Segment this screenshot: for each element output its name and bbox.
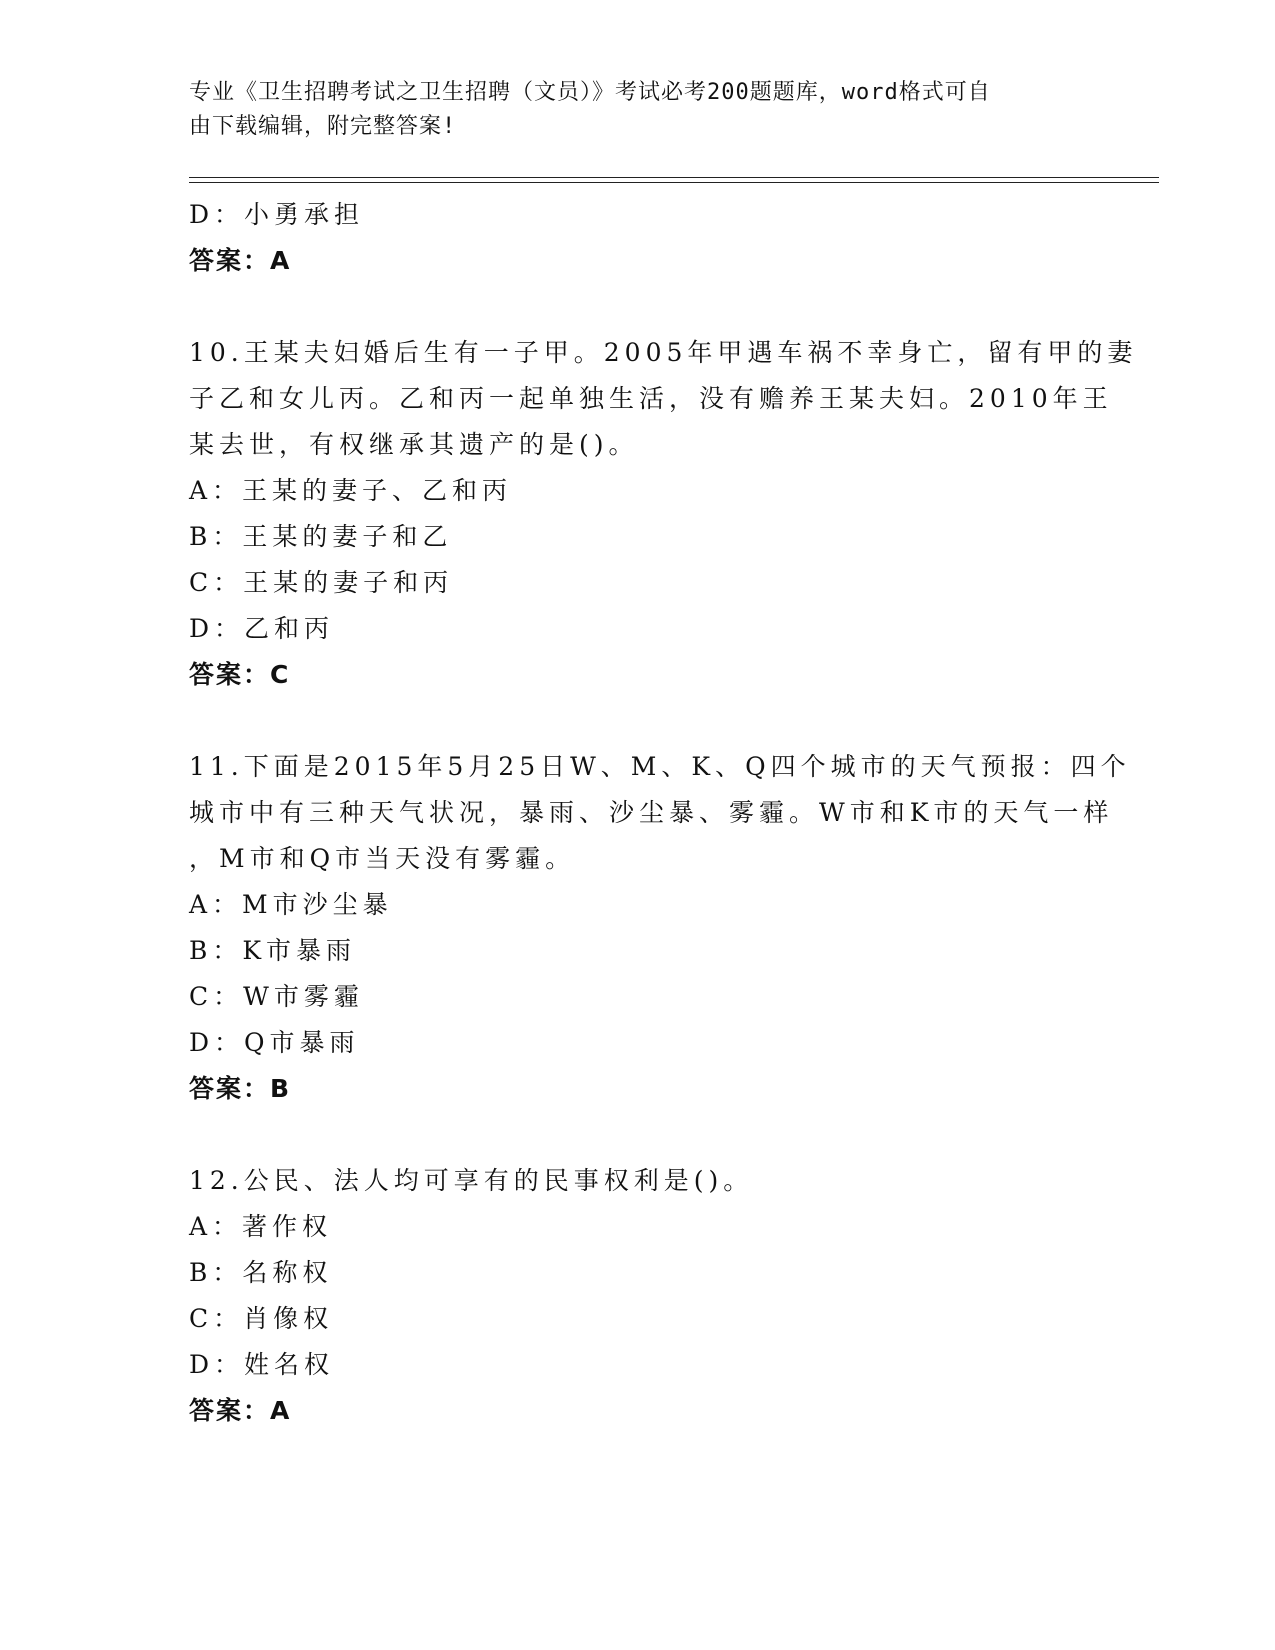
option-a: A：M市沙尘暴 <box>189 890 393 919</box>
option-c: C：肖像权 <box>189 1304 334 1333</box>
question-text-line: 某去世，有权继承其遗产的是()。 <box>189 430 639 459</box>
question-text-line: 12.公民、法人均可享有的民事权利是()。 <box>189 1166 754 1195</box>
document-header <box>189 76 1069 144</box>
option-a: A：著作权 <box>189 1212 333 1241</box>
question-content <box>189 192 1138 1434</box>
question-text-line: 11.下面是2015年5月25日W、M、K、Q四个城市的天气预报：四个 <box>189 752 1131 781</box>
question-12 <box>189 1158 1089 1434</box>
option-b: B：K市暴雨 <box>189 936 357 965</box>
header-divider-top <box>189 177 1159 178</box>
header-line-2: 由下载编辑，附完整答案! <box>189 114 457 139</box>
question-text-line: 城市中有三种天气状况，暴雨、沙尘暴、雾霾。W市和K市的天气一样 <box>189 798 1114 827</box>
option-b: B：王某的妻子和乙 <box>189 522 453 551</box>
question-text-line: 子乙和女儿丙。乙和丙一起单独生活，没有赡养王某夫妇。2010年王 <box>189 384 1113 413</box>
question-10 <box>189 330 1138 698</box>
option-c: C：王某的妻子和丙 <box>189 568 454 597</box>
prev-option-d: D：小勇承担 <box>189 200 365 229</box>
option-d: D：姓名权 <box>189 1350 335 1379</box>
answer: 答案：B <box>189 1074 292 1103</box>
option-d: D：Q市暴雨 <box>189 1028 360 1057</box>
header-divider-bottom <box>189 182 1159 183</box>
question-text-line: ，M市和Q市当天没有雾霾。 <box>189 844 576 873</box>
answer: 答案：C <box>189 660 291 689</box>
option-b: B：名称权 <box>189 1258 333 1287</box>
option-d: D：乙和丙 <box>189 614 335 643</box>
answer: 答案：A <box>189 1396 292 1425</box>
header-line-1: 专业《卫生招聘考试之卫生招聘（文员）》考试必考200题题库，word格式可自 <box>189 80 991 105</box>
question-text-line: 10.王某夫妇婚后生有一子甲。2005年甲遇车祸不幸身亡，留有甲的妻 <box>189 338 1138 367</box>
option-c: C：W市雾霾 <box>189 982 364 1011</box>
question-11 <box>189 744 1131 1112</box>
spacer <box>189 284 1089 330</box>
spacer <box>189 698 1089 744</box>
option-a: A：王某的妻子、乙和丙 <box>189 476 513 505</box>
spacer <box>189 1112 1089 1158</box>
prev-answer: 答案：A <box>189 246 292 275</box>
